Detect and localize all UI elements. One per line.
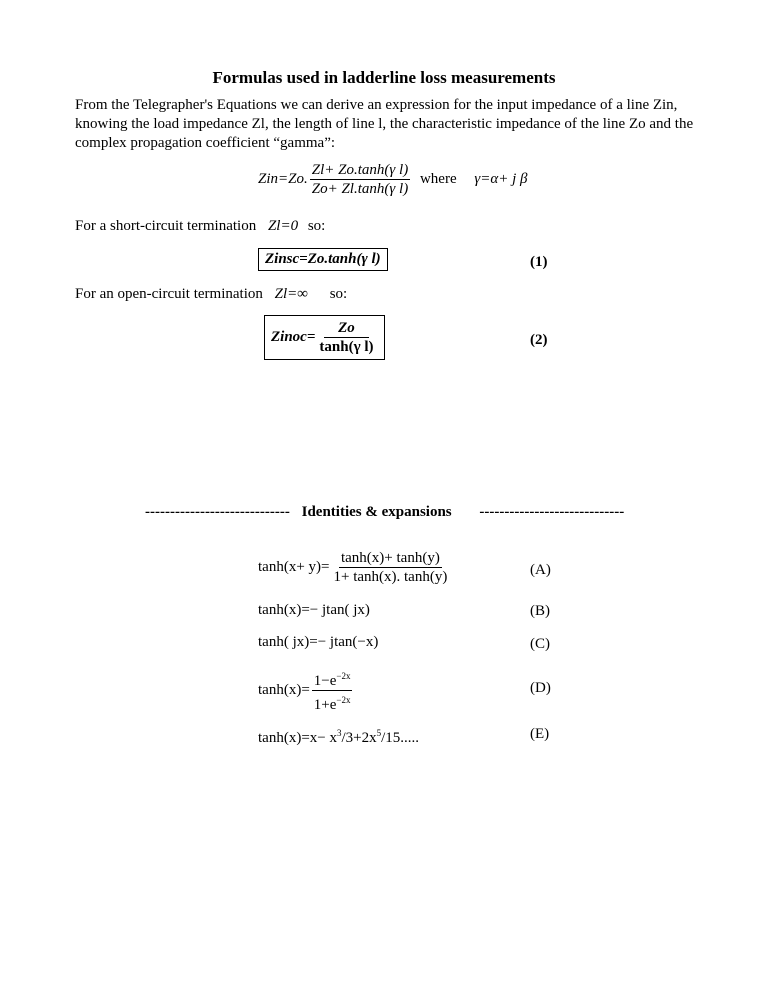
zinoc-numerator: Zo bbox=[324, 320, 369, 338]
identity-a-lhs: tanh(x+ y)= bbox=[258, 558, 330, 575]
identity-c: tanh( jx)=− jtan(−x) bbox=[258, 634, 379, 650]
open-circuit-line bbox=[75, 286, 347, 303]
identity-e-exponent-5: 5 bbox=[376, 728, 382, 738]
where-word: where bbox=[419, 170, 457, 187]
identity-d-num-exponent: −2x bbox=[336, 671, 351, 681]
identity-d bbox=[258, 668, 354, 713]
intro-paragraph: From the Telegrapher's Equations we can derive an expression for the input impedance of a line Zin, knowing the load impedance Zl, the length of line l, the characteristic impedance of the line Zo and the complex propagation coefficient “gamma”: bbox=[75, 97, 694, 151]
identity-e-part3: /15..... bbox=[381, 730, 420, 746]
open-circuit-text: For an open-circuit termination bbox=[75, 286, 263, 302]
identity-a bbox=[258, 550, 451, 585]
zinsc-formula-box: Zinsc=Zo.tanh(γ l) bbox=[258, 248, 388, 271]
identity-e bbox=[258, 728, 419, 747]
identity-a-fraction bbox=[331, 550, 449, 585]
identity-a-numerator: tanh(x)+ tanh(y) bbox=[340, 550, 440, 566]
section-heading: Identities & expansions bbox=[301, 504, 452, 520]
identity-d-numerator bbox=[312, 668, 353, 691]
identity-a-label: (A) bbox=[530, 562, 551, 578]
zinoc-fraction bbox=[317, 320, 375, 355]
section-dashes-left: ----------------------------- bbox=[145, 504, 290, 520]
open-circuit-so: so: bbox=[329, 286, 348, 302]
identity-d-den-base: 1+e bbox=[313, 697, 337, 713]
equation-number-1: (1) bbox=[530, 254, 548, 270]
zinoc-denominator: tanh(γ l) bbox=[319, 339, 374, 355]
identity-d-num-base: 1−e bbox=[313, 673, 337, 689]
zin-equation bbox=[258, 162, 528, 197]
identity-b-label: (B) bbox=[530, 603, 550, 619]
identity-e-label: (E) bbox=[530, 726, 550, 742]
short-circuit-text: For a short-circuit termination bbox=[75, 218, 257, 234]
identity-d-fraction bbox=[312, 668, 353, 713]
zin-lhs: Zin=Zo. bbox=[258, 170, 308, 187]
identity-b: tanh(x)=− jtan( jx) bbox=[258, 602, 370, 618]
identity-d-label: (D) bbox=[530, 680, 551, 696]
identity-e-exponent-3: 3 bbox=[336, 728, 342, 738]
zin-numerator: Zl+ Zo.tanh(γ l) bbox=[311, 162, 409, 178]
short-circuit-so: so: bbox=[307, 218, 326, 234]
zin-denominator: Zo+ Zl.tanh(γ l) bbox=[311, 181, 409, 197]
identity-e-part1: tanh(x)=x− x bbox=[258, 730, 337, 746]
identity-c-label: (C) bbox=[530, 636, 550, 652]
zinoc-lhs: Zinoc= bbox=[271, 328, 316, 345]
short-circuit-line bbox=[75, 218, 325, 235]
zinoc-formula-box bbox=[264, 315, 385, 360]
identity-d-den-exponent: −2x bbox=[336, 695, 351, 705]
short-circuit-condition: Zl=0 bbox=[267, 218, 299, 234]
identity-d-lhs: tanh(x)= bbox=[258, 681, 310, 698]
section-dashes-right: ----------------------------- bbox=[479, 504, 625, 520]
identity-e-part2: /3+2x bbox=[341, 730, 377, 746]
identity-a-denominator: 1+ tanh(x). tanh(y) bbox=[333, 569, 448, 585]
zin-fraction bbox=[310, 162, 410, 197]
equation-number-2: (2) bbox=[530, 332, 548, 348]
identity-d-denominator bbox=[312, 691, 353, 713]
page-title: Formulas used in ladderline loss measurements bbox=[212, 68, 556, 87]
open-circuit-condition: Zl=∞ bbox=[274, 286, 308, 302]
section-heading-line bbox=[145, 504, 624, 521]
gamma-definition: γ=α+ j β bbox=[474, 170, 528, 187]
